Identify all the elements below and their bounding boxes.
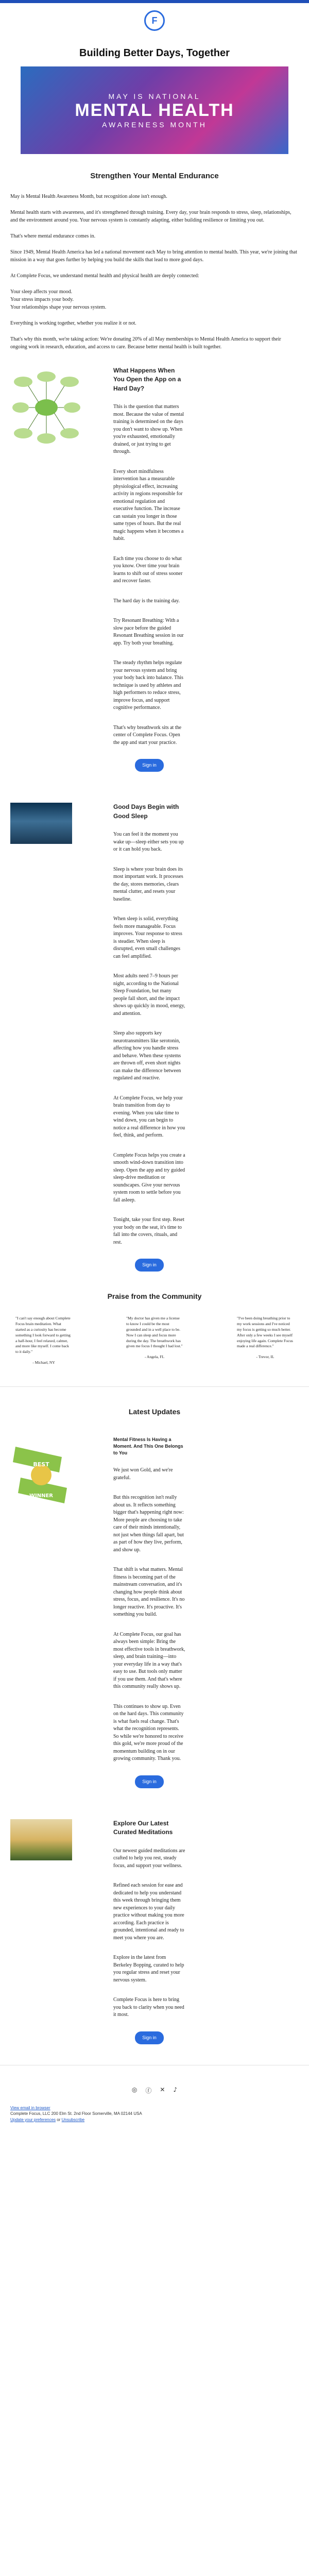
- mindmap-illustration: [10, 366, 93, 772]
- block-paragraph: At Complete Focus, our goal has always been simple: Bring the most effective tools in breathwork, sleep, and brain training—into your everyday life in a way that's easy to use. But tools only matter if you use them. And that's where this community really shows up.: [113, 1631, 185, 1690]
- community-title: Praise from the Community: [107, 1292, 202, 1301]
- block-text: [113, 366, 185, 772]
- instagram-icon[interactable]: ◎: [131, 2086, 138, 2093]
- footer-or: or: [56, 2117, 62, 2122]
- ocean-sunset-image: [10, 803, 72, 844]
- block-title: Good Days Begin with Good Sleep: [113, 803, 179, 820]
- award-ribbon-icon: [10, 1436, 72, 1519]
- testimonial: [126, 1316, 183, 1366]
- hero-line-1: MAY IS NATIONAL: [108, 92, 201, 100]
- block-paragraph: Complete Focus is here to bring you back to clarity when you need it most.: [113, 1997, 184, 2018]
- intro-paragraph: Everything is working together, whether you realize it or not.: [10, 320, 136, 326]
- block-paragraph: Explore in the latest from Berkeley Bopping, curated to help you regular stress and reset your nervous system.: [113, 1955, 184, 1983]
- block-paragraph: When sleep is solid, everything feels more manageable. Focus improves. Your response to stress is steadier. When sleep is disrupted, even small challenges can feel amplified.: [113, 916, 182, 959]
- feature-block-award: [0, 1436, 309, 1788]
- sign-in-button[interactable]: Sign in: [135, 1775, 164, 1788]
- testimonial: [15, 1316, 72, 1366]
- hero-line-2: MENTAL HEALTH: [75, 100, 234, 120]
- badge-text: WINNER: [29, 1493, 54, 1499]
- divider: [0, 1386, 309, 1387]
- field-image-column: [10, 1819, 93, 2044]
- intro-paragraph: That's why this month, we're taking action: We're donating 20% of all May memberships to Mental Health America to support their ongoing work in research, education, and access to care. Because better mental health is built together.: [10, 336, 281, 350]
- sign-in-button[interactable]: Sign in: [135, 2031, 164, 2044]
- quote-author: - Angela, FL: [144, 1354, 165, 1360]
- intro-paragraph: Since 1949, Mental Health America has led a national movement each May to bring attention to mental health. This year, we're joining that mission in a way that goes further by helping you build the skills that lead to more good days.: [10, 249, 297, 263]
- block-paragraph: Sleep also supports key neurotransmitters like serotonin, affecting how you handle stress and behave. When these systems are thrown off, even short nights can make the difference between regulated and reactive.: [113, 1030, 181, 1081]
- testimonial: [237, 1316, 294, 1366]
- sign-in-button[interactable]: Sign in: [135, 759, 164, 772]
- intro-paragraph: At Complete Focus, we understand mental health and physical health are deeply connected:: [10, 273, 199, 279]
- block-paragraph: Every short mindfulness intervention has a measurable physiological effect, increasing activity in regions responsible for emotional regulation and executive function. The increase can sustain you longer in those same types of hours. But the real magic happens when it becomes a habit.: [113, 468, 184, 542]
- block-paragraph: That's why breathwork sits at the center of Complete Focus. Open the app and start your practice.: [113, 724, 182, 745]
- intro-paragraph: That's where mental endurance comes in.: [10, 233, 96, 239]
- section-title: Strengthen Your Mental Endurance: [90, 172, 219, 180]
- brain-mindmap-icon: [10, 366, 82, 449]
- header-logo-area: [0, 3, 309, 38]
- block-text: [113, 803, 185, 1272]
- block-paragraph: This is the question that matters most. Because the value of mental training is determined on the days you don't want to show up. When you're exhausted, emotionally drained, or just trying to get through.: [113, 404, 184, 455]
- hero-line-3: AWARENESS MONTH: [102, 120, 207, 129]
- block-paragraph: At Complete Focus, we help your brain transition from day to evening. When you take time to wind down, you can begin to notice a real difference in how you feel, think, and perform.: [113, 1095, 185, 1138]
- facebook-icon[interactable]: ⓕ: [145, 2087, 152, 2094]
- block-paragraph: You can feel it the moment you wake up—sleep either sets you up or it can hold you back.: [113, 832, 184, 852]
- sea-image-column: [10, 803, 93, 1272]
- tiktok-icon[interactable]: ♪: [173, 2086, 178, 2093]
- ribbon-text: BEST: [33, 1461, 49, 1468]
- block-title: What Happens When You Open the App on a Hard Day?: [113, 367, 181, 392]
- award-image-column: [10, 1436, 93, 1788]
- footer-address: Complete Focus, LLC 200 Elm St. 2nd Floor Somerville, MA 02144 USA: [10, 2111, 142, 2116]
- brand-logo[interactable]: [144, 10, 165, 31]
- block-paragraph: Try Resonant Breathing: With a slow pace before the guided Resonant Breathing session in our app. Try both your breathing.: [113, 618, 184, 646]
- updates-title: Latest Updates: [128, 1408, 181, 1416]
- feature-block-sleep: [0, 803, 309, 1272]
- hero-banner: [21, 66, 288, 154]
- preferences-link[interactable]: Update your preferences: [10, 2117, 56, 2122]
- footer: [0, 2105, 309, 2123]
- testimonials: [0, 1316, 309, 1366]
- quote-author: - Michael, NY: [32, 1360, 55, 1365]
- block-paragraph: The hard day is the training day.: [113, 598, 180, 604]
- intro-paragraph: May is Mental Health Awareness Month, but recognition alone isn't enough.: [10, 194, 167, 199]
- block-paragraph: The steady rhythm helps regulate your nervous system and bring your body back into balance. This technique is used by athletes and high performers to reduce stress, improve focus, and support cognitive performance.: [113, 660, 183, 711]
- x-icon[interactable]: ✕: [160, 2086, 165, 2093]
- quote-text: "My doctor has given me a license to know I could be the most grounded and in a well place to be. Now I can sleep and focus more during the day. The breathwork has given me focus I thought I had lost.": [126, 1316, 183, 1349]
- intro-paragraph: Your sleep affects your mood. Your stress impacts your body. Your relationships shape your nervous system.: [10, 289, 107, 310]
- unsubscribe-link[interactable]: Unsubscribe: [61, 2117, 85, 2122]
- block-text: [113, 1436, 185, 1788]
- logo-letter: F: [151, 15, 158, 26]
- intro-paragraph: Mental health starts with awareness, and it's strengthened through training. Every day, your brain responds to stress, sleep, relationships, and the environment around you. Your nervous system is constantly adapting, either building resilience or limiting you out.: [10, 210, 291, 223]
- block-text: [113, 1819, 185, 2044]
- quote-author: - Trevor, IL: [256, 1354, 274, 1360]
- intro-text: [0, 193, 309, 351]
- block-paragraph: Sleep is where your brain does its most important work. It processes the day, stores memories, clears mental clutter, and resets your baseline.: [113, 866, 183, 902]
- block-paragraph: Our newest guided meditations are crafted to help you rest, steady focus, and support your wellness.: [113, 1848, 185, 1869]
- block-title: Explore Our Latest Curated Meditations: [113, 1819, 173, 1836]
- block-paragraph: Complete Focus helps you create a smooth wind-down transition into sleep. Open the app and try guided sleep-drive meditation or soundscapes. Give your nervous system room to settle before you fall asleep.: [113, 1152, 185, 1203]
- block-paragraph: This continues to show up. Even on the hard days. This community is what fuels real change. That's what the recognition represents. So while we're honored to receive this gold, we're more proud of the momentum building on in our growing community. Thank you.: [113, 1703, 184, 1762]
- feature-block-breathing: [0, 366, 309, 772]
- block-paragraph: But this recognition isn't really about us. It reflects something bigger that's happening right now: More people are choosing to take care of their minds intentionally, not just when things fall apart, but as part of how they live, perform, and show up.: [113, 1495, 184, 1553]
- block-paragraph: Each time you choose to do what you know. Over time your brain learns to shift out of stress sooner and recover faster.: [113, 555, 183, 584]
- sign-in-button[interactable]: Sign in: [135, 1259, 164, 1272]
- block-paragraph: We just won Gold, and we're grateful.: [113, 1467, 173, 1481]
- feature-block-meditations: [0, 1819, 309, 2044]
- quote-text: "I can't say enough about Complete Focus brain meditation. What started as a curiosity has become something I look forward to getting a half-hour, I feel relaxed, calmer, and more like myself. I come back to it daily.": [15, 1316, 71, 1354]
- block-title: Mental Fitness Is Having a Moment. And This One Belongs to You: [113, 1437, 183, 1456]
- view-in-browser-link[interactable]: View email in browser: [10, 2105, 50, 2110]
- social-links: [0, 2086, 309, 2095]
- block-paragraph: Most adults need 7–9 hours per night, according to the National Sleep Foundation, but many people fall short, and the impact shows up quickly in mood, energy, and attention.: [113, 973, 185, 1016]
- quote-text: "I've been doing breathing prior to my work sessions and I've noticed my focus is getting so much better. After only a few weeks I see myself enjoying life again. Complete Focus made a real difference.": [237, 1316, 293, 1349]
- email-title: Building Better Days, Together: [79, 47, 230, 59]
- block-paragraph: Refined each session for ease and dedicated to help you understand this week through bringing them new experiences to your daily practice without making you more according. Each practice is grounded, intentional and ready to meet you where you are.: [113, 1883, 184, 1941]
- block-paragraph: That shift is what matters. Mental fitness is becoming part of the mainstream conversation, and it's changing how people think about stress, focus, and resilience. It's no longer reactive. It's proactive. It's something you build.: [113, 1567, 185, 1618]
- block-paragraph: Tonight, take your first step. Reset your body on the seat, it's time to fall into the covers, rituals, and rest.: [113, 1217, 184, 1245]
- wheat-field-image: [10, 1819, 72, 1860]
